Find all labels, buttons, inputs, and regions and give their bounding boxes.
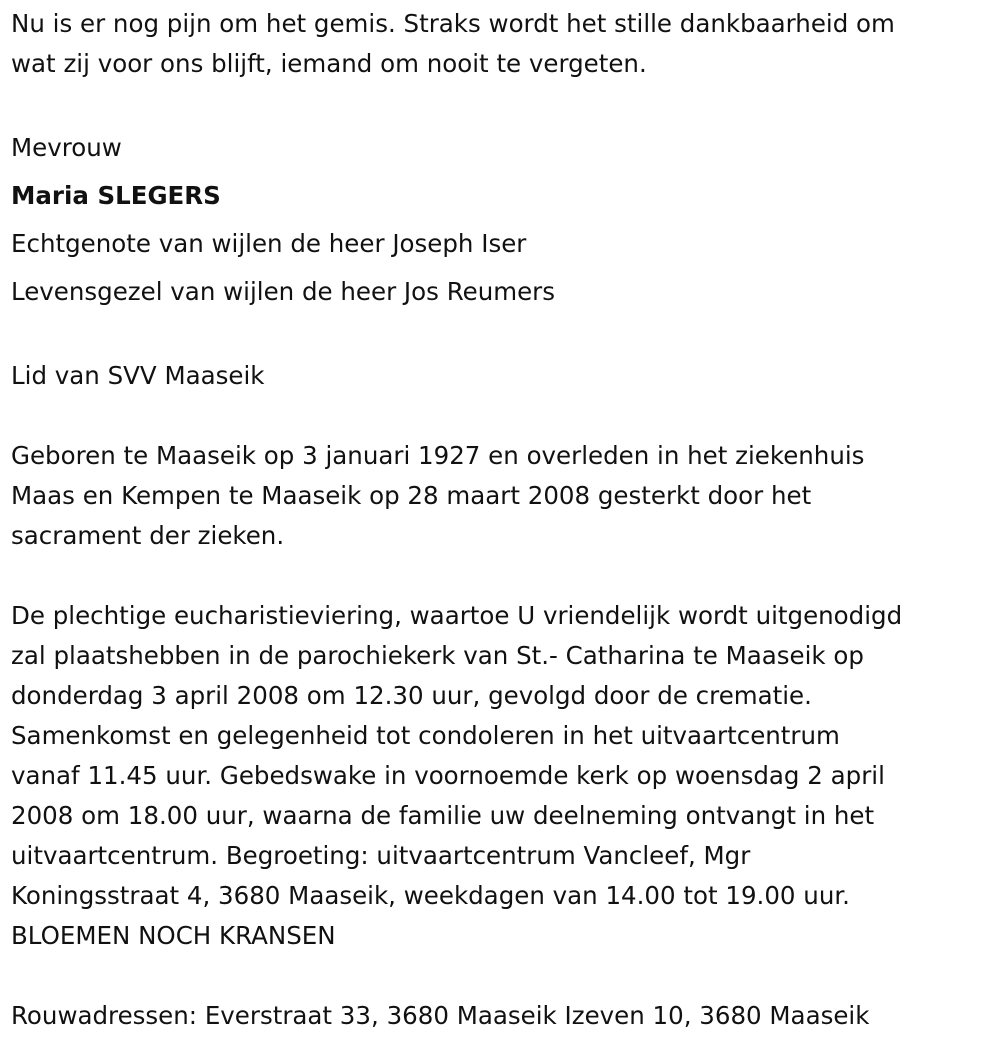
- relation-partner: Levensgezel van wijlen de heer Jos Reumers: [11, 277, 556, 306]
- text-line: sacrament der zieken.: [11, 521, 285, 550]
- text-line: Maas en Kempen te Maaseik op 28 maart 2008 gesterkt door het: [11, 481, 812, 510]
- text-line: Samenkomst en gelegenheid tot condoleren in het uitvaartcentrum: [11, 721, 840, 750]
- text-line: Koningsstraat 4, 3680 Maaseik, weekdagen van 14.00 tot 19.00 uur.: [11, 881, 850, 910]
- text-line: uitvaartcentrum. Begroeting: uitvaartcentrum Vancleef, Mgr: [11, 841, 751, 870]
- text-line: 2008 om 18.00 uur, waarna de familie uw deelneming ontvangt in het: [11, 801, 875, 830]
- text-line: zal plaatshebben in de parochiekerk van St.- Catharina te Maaseik op: [11, 641, 864, 670]
- text-line: Geboren te Maaseik op 3 januari 1927 en overleden in het ziekenhuis: [11, 441, 865, 470]
- text-line: wat zij voor ons blijft, iemand om nooit te vergeten.: [11, 49, 647, 78]
- spacer: [11, 84, 1000, 124]
- spacer: [11, 956, 1000, 996]
- person-name: Maria SLEGERS: [11, 181, 221, 210]
- addresses-line: Rouwadressen: Everstraat 33, 3680 Maaseik Izeven 10, 3680 Maaseik: [11, 1001, 870, 1030]
- text-line: donderdag 3 april 2008 om 12.30 uur, gevolgd door de crematie.: [11, 681, 812, 710]
- membership-line: Lid van SVV Maaseik: [11, 361, 265, 390]
- text-line: De plechtige eucharistieviering, waartoe U vriendelijk wordt uitgenodigd: [11, 601, 903, 630]
- text-line: vanaf 11.45 uur. Gebedswake in voornoemde kerk op woensdag 2 april: [11, 761, 885, 790]
- spacer: [11, 396, 1000, 436]
- text-line: Nu is er nog pijn om het gemis. Straks wordt het stille dankbaarheid om: [11, 9, 895, 38]
- intro-paragraph: [11, 4, 1000, 84]
- ceremony-paragraph: [11, 596, 1000, 956]
- spacer: [11, 556, 1000, 596]
- spacer: [11, 316, 1000, 356]
- relation-spouse: Echtgenote van wijlen de heer Joseph Iser: [11, 229, 527, 258]
- birth-death-paragraph: [11, 436, 1000, 556]
- person-title: Mevrouw: [11, 133, 122, 162]
- no-flowers-notice: BLOEMEN NOCH KRANSEN: [11, 921, 336, 950]
